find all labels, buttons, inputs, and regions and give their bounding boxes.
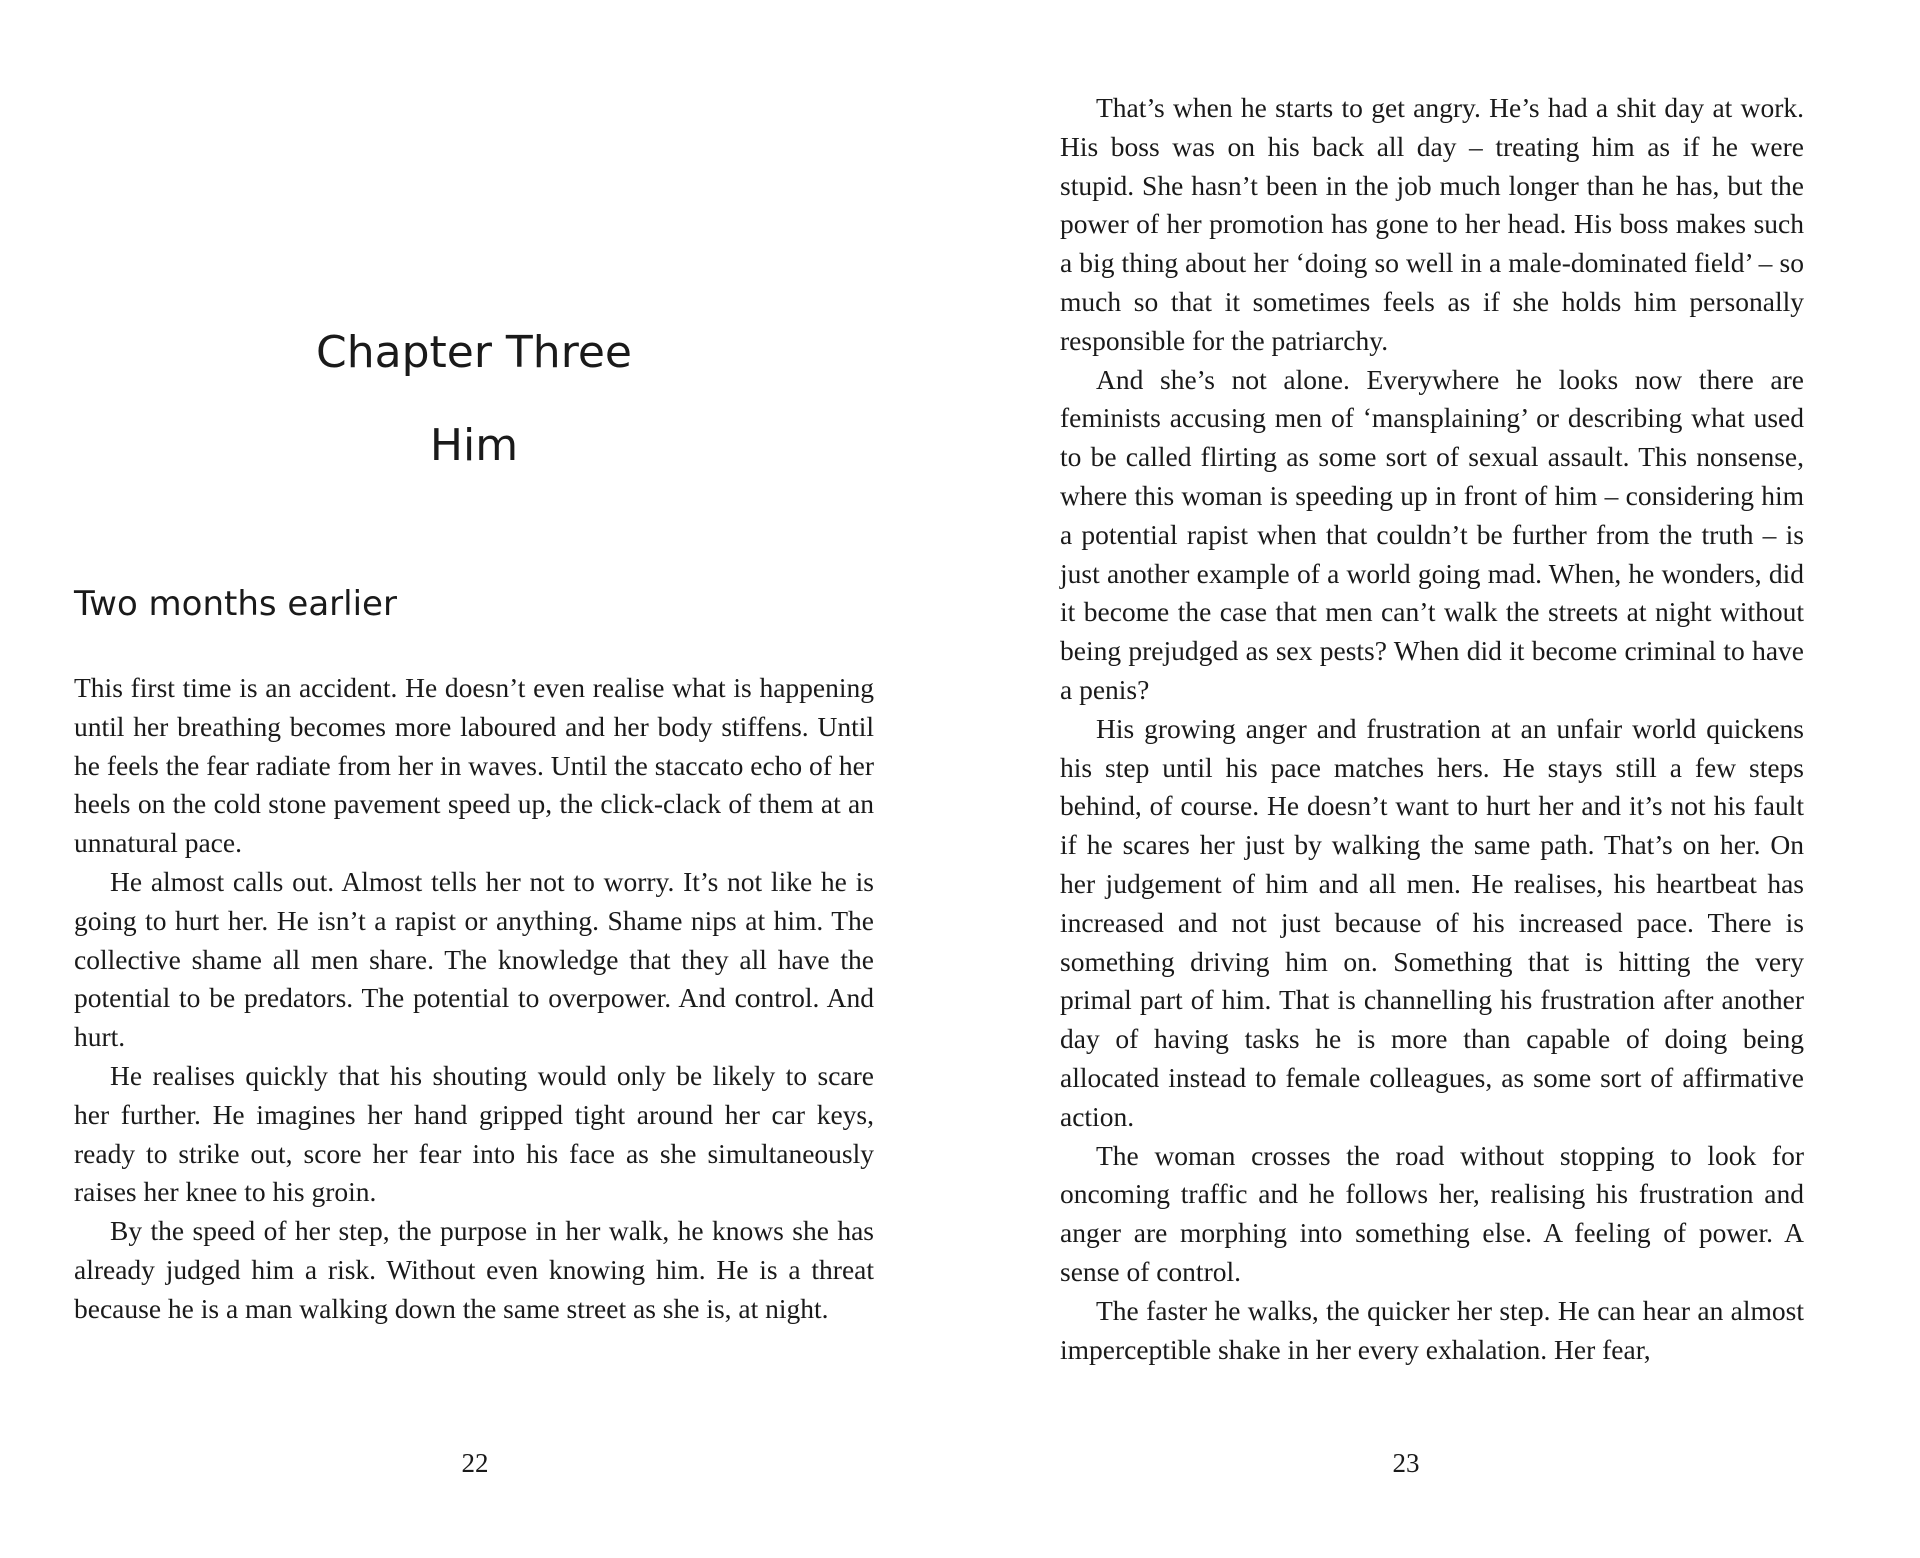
chapter-subtitle: Him — [429, 420, 519, 471]
paragraph: This first time is an accident. He doesn’t even realise what is happening until her breathing becomes more laboured and her body stiffens. Until he feels the fear radiate from her in waves. Until the staccato echo of her heels on the cold stone pavement speed up, the click-clack of them at an unnatural pace. — [74, 672, 874, 859]
paragraph: He almost calls out. Almost tells her not to worry. It’s not like he is going to hurt her. He isn’t a rapist or anything. Shame nips at him. The collective shame all men share. The knowledge that they all have the potential to be predators. The potential to overpower. And control. And hurt. — [74, 865, 874, 1053]
paragraph: He realises quickly that his shouting would only be likely to scare her further. He imagines her hand gripped tight around her car keys, ready to strike out, score her fear into his face as she simultaneously raises her knee to his groin. — [74, 1059, 874, 1208]
paragraph: The woman crosses the road without stopping to look for oncoming traffic and he follows her, realising his frustration and anger are morphing into something else. A feeling of power. A sense of control. — [1060, 1139, 1804, 1287]
paragraph: The faster he walks, the quicker her step. He can hear an almost imperceptible shake in her every exhalation. Her fear, — [1060, 1294, 1804, 1365]
page-number-left: 22 — [461, 1448, 489, 1478]
chapter-title: Chapter Three — [316, 327, 632, 378]
paragraph: And she’s not alone. Everywhere he looks now there are feminists accusing men of ‘mansplaining’ or describing what used to be called flirting as some sort of sexual assault. This nonsense, where this woman is speeding up in front of him – considering him a potential rapist when that couldn’t be further from the truth – is just another example of a world going mad. When, he wonders, did it become the case that men can’t walk the streets at night without being prejudged as sex pests? When did it become criminal to have a penis? — [1060, 363, 1804, 705]
right-page-body — [1060, 89, 1804, 1369]
page-number-right: 23 — [1392, 1448, 1420, 1478]
paragraph: By the speed of her step, the purpose in her walk, he knows she has already judged him a risk. Without even knowing him. He is a threat because he is a man walking down the same street as she is, at night. — [74, 1215, 874, 1324]
paragraph: That’s when he starts to get angry. He’s had a shit day at work. His boss was on his back all day – treating him as if he were stupid. She hasn’t been in the job much longer than he has, but the power of her promotion has gone to her head. His boss makes such a big thing about her ‘doing so well in a male-dominated field’ – so much so that it sometimes feels as if she holds him personally responsible for the patriarchy. — [1060, 92, 1804, 356]
paragraph: His growing anger and frustration at an unfair world quickens his step until his pace matches hers. He stays still a few steps behind, of course. He doesn’t want to hurt her and it’s not his fault if he scares her just by walking the same path. That’s on her. On her judgement of him and all men. He realises, his heartbeat has increased and not just because of his increased pace. There is something driving him on. Something that is hitting the very primal part of him. That is channelling his frustration after another day of having tasks he is more than capable of doing being allocated instead to female colleagues, as some sort of affirmative action. — [1060, 712, 1804, 1132]
left-page-body — [74, 669, 874, 1329]
section-heading: Two months earlier — [74, 584, 397, 624]
right-page — [960, 0, 1920, 1558]
